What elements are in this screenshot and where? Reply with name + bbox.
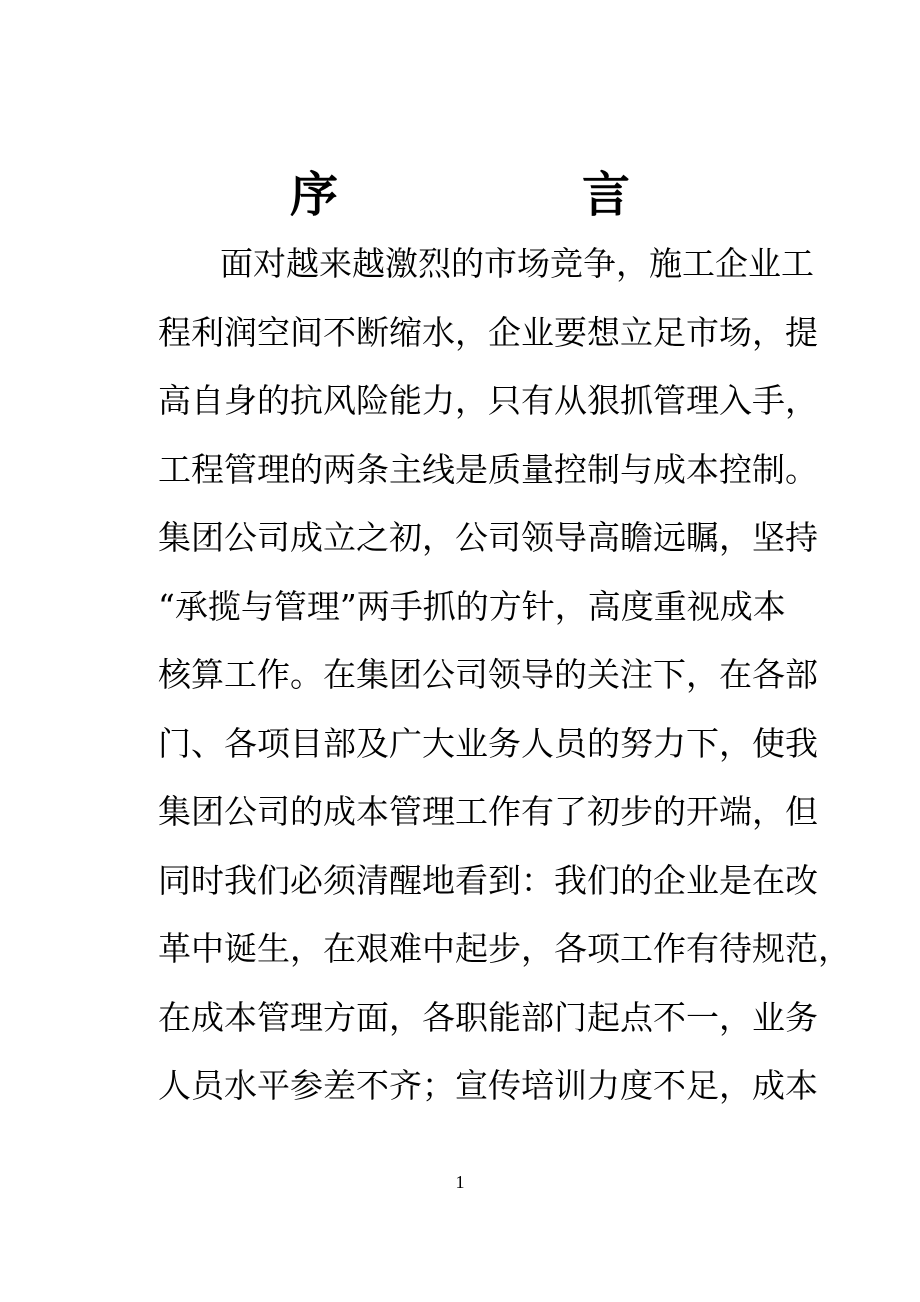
- paragraph-line-7: 核算工作。在集团公司领导的关注下，在各部: [158, 655, 818, 694]
- paragraph-line-9: 集团公司的成本管理工作有了初步的开端，但: [158, 792, 818, 831]
- paragraph-line-6: “承揽与管理”两手抓的方针，高度重视成本: [158, 586, 786, 626]
- page-title: [290, 160, 630, 230]
- paragraph-line-11: 革中诞生，在艰难中起步，各项工作有待规范，: [158, 929, 851, 968]
- paragraph-line-1: 面对越来越激烈的市场竞争，施工企业工: [220, 244, 814, 283]
- paragraph-line-8: 门、各项目部及广大业务人员的努力下，使我: [158, 723, 818, 763]
- paragraph-line-10: 同时我们必须清醒地看到：我们的企业是在改: [158, 860, 818, 900]
- body-paragraph: [158, 230, 851, 1121]
- paragraph-line-3: 高自身的抗风险能力，只有从狠抓管理入手，: [158, 381, 818, 420]
- title-char-2: 言: [582, 167, 631, 223]
- paragraph-line-12: 在成本管理方面，各职能部门起点不一，业务: [158, 997, 818, 1037]
- title-char-1: 序: [290, 167, 339, 223]
- page-number: 1: [455, 1172, 465, 1192]
- paragraph-line-4: 工程管理的两条主线是质量控制与成本控制。: [158, 449, 818, 489]
- paragraph-line-2: 程利润空间不断缩水，企业要想立足市场，提: [158, 312, 818, 352]
- paragraph-line-13: 人员水平参差不齐；宣传培训力度不足，成本: [158, 1066, 818, 1105]
- paragraph-line-5: 集团公司成立之初，公司领导高瞻远瞩，坚持: [158, 518, 818, 557]
